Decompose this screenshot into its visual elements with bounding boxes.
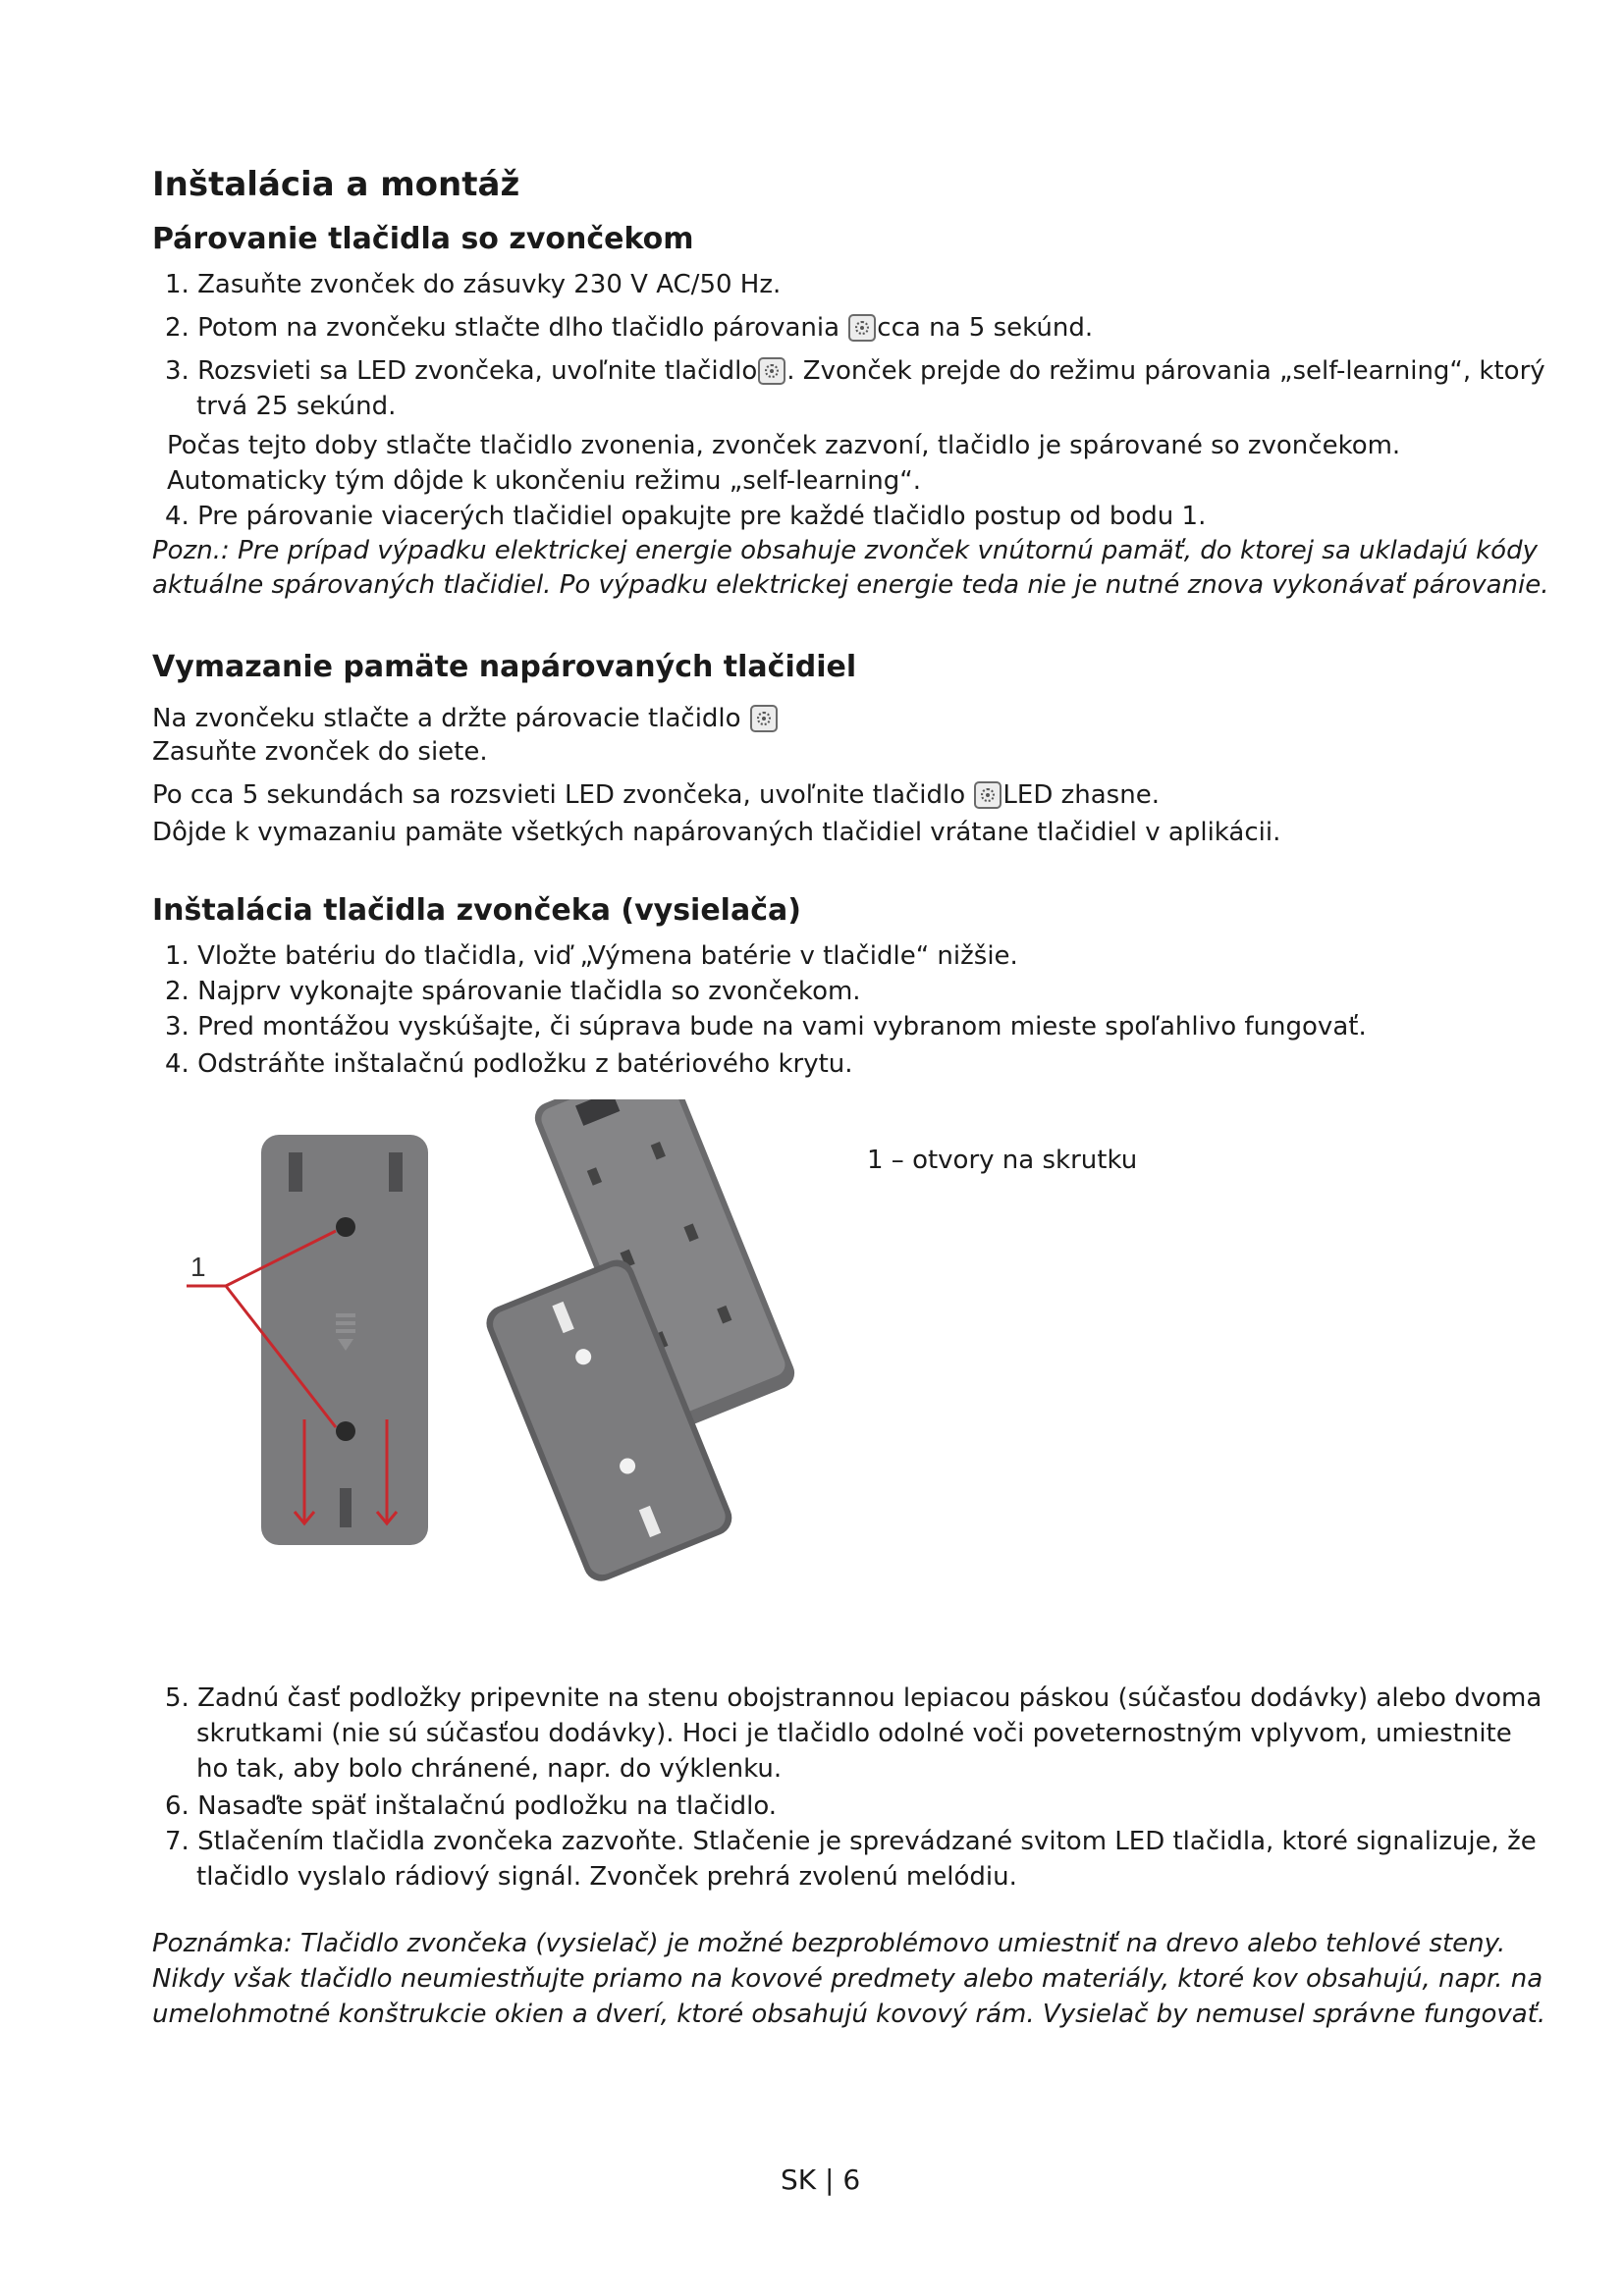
pairing-button-icon — [750, 705, 778, 732]
pairing-step-3 — [165, 353, 1545, 389]
install-note-line-1: Poznámka: Tlačidlo zvončeka (vysielač) je možné bezproblémovo umiestniť na drevo alebo tehlové steny. — [152, 1929, 1506, 1958]
install-note-line-3: umelohmotné konštrukcie okien a dverí, ktoré obsahujú kovový rám. Vysielač by nemusel správne fungovať. — [152, 2000, 1546, 2029]
erase-line-1-text: Na zvončeku stlačte a držte párovacie tlačidlo — [152, 704, 741, 733]
pairing-step-1: 1. Zasuňte zvonček do zásuvky 230 V AC/50 Hz. — [165, 270, 782, 299]
install-note-line-2: Nikdy však tlačidlo neumiestňujte priamo na kovové predmety alebo materiály, ktoré kov obsahujú, napr. na — [152, 1964, 1543, 1994]
install-step-2: 2. Najprv vykonajte spárovanie tlačidla so zvončekom. — [165, 977, 861, 1006]
pairing-button-icon — [758, 357, 785, 385]
pairing-note-line-2: aktuálne spárovaných tlačidiel. Po výpadku elektrickej energie teda nie je nutné znova vykonávať párovanie. — [152, 570, 1549, 600]
install-step-6: 6. Nasaďte späť inštalačnú podložku na tlačidlo. — [165, 1791, 778, 1821]
figure-caption: 1 – otvory na skrutku — [867, 1146, 1138, 1175]
pairing-button-icon — [848, 314, 876, 342]
pairing-paragraph-1: Počas tejto doby stlačte tlačidlo zvonenia, zvonček zazvoní, tlačidlo je spárované so zvončekom. — [167, 431, 1401, 460]
screw-hole-top — [336, 1217, 355, 1237]
pairing-step-3-cont: trvá 25 sekúnd. — [196, 392, 397, 421]
page-title: Inštalácia a montáž — [152, 165, 520, 204]
pairing-step-2-text-a: 2. Potom na zvončeku stlačte dlho tlačidlo párovania — [165, 313, 848, 343]
install-step-7-line-2: tlačidlo vyslalo rádiový signál. Zvonček prehrá zvolenú melódiu. — [196, 1862, 1017, 1892]
erase-line-1 — [152, 701, 779, 736]
install-step-7-line-1: 7. Stlačením tlačidla zvončeka zazvoňte. Stlačenie je sprevádzané svitom LED tlačidla, ktoré signalizuje, že — [165, 1827, 1537, 1856]
pairing-step-3-text-a: 3. Rozsvieti sa LED zvončeka, uvoľnite tlačidlo — [165, 356, 758, 386]
pairing-paragraph-2: Automaticky tým dôjde k ukončeniu režimu „self-learning“. — [167, 466, 921, 496]
erase-line-3 — [152, 777, 1160, 813]
erase-line-3-text-a: Po cca 5 sekundách sa rozsvieti LED zvončeka, uvoľnite tlačidlo — [152, 780, 966, 810]
install-step-5-line-2: skrutkami (nie sú súčasťou dodávky). Hoci je tlačidlo odolné voči poveternostným vplyvom, umiestnite — [196, 1719, 1512, 1748]
install-step-5-line-3: ho tak, aby bolo chránené, napr. do výklenku. — [196, 1754, 783, 1784]
page-number: SK | 6 — [781, 2163, 861, 2196]
erase-line-3-text-b: LED zhasne. — [1002, 780, 1160, 810]
install-step-1: 1. Vložte batériu do tlačidla, viď „Výmena batérie v tlačidle“ nižšie. — [165, 941, 1018, 971]
plate-slot-top-left — [289, 1152, 302, 1192]
pairing-button-icon — [974, 781, 1001, 809]
pairing-step-4: 4. Pre párovanie viacerých tlačidiel opakujte pre každé tlačidlo postup od bodu 1. — [165, 502, 1207, 531]
section-heading-pairing: Párovanie tlačidla so zvončekom — [152, 222, 694, 256]
pairing-step-2 — [165, 310, 1093, 346]
install-step-4: 4. Odstráňte inštalačnú podložku z batériového krytu. — [165, 1049, 853, 1079]
pairing-step-2-text-b: cca na 5 sekúnd. — [877, 313, 1094, 343]
install-step-5-line-1: 5. Zadnú časť podložky pripevnite na stenu obojstrannou lepiacou páskou (súčasťou dodávky) alebo dvoma — [165, 1683, 1543, 1713]
plate-slot-bottom — [340, 1488, 352, 1527]
figure-callout-number: 1 — [190, 1252, 206, 1282]
screw-hole-bottom — [336, 1421, 355, 1441]
pairing-note-line-1: Pozn.: Pre prípad výpadku elektrickej energie obsahuje zvonček vnútornú pamäť, do ktorej sa ukladajú kódy — [152, 536, 1538, 565]
mounting-plate-figure — [157, 1099, 805, 1649]
pairing-step-3-text-b: . Zvonček prejde do režimu párovania „self-learning“, ktorý — [786, 356, 1545, 386]
plate-slot-top-right — [389, 1152, 403, 1192]
section-heading-erase: Vymazanie pamäte napárovaných tlačidiel — [152, 650, 857, 684]
erase-line-2: Zasuňte zvonček do siete. — [152, 737, 488, 767]
erase-line-4: Dôjde k vymazaniu pamäte všetkých napárovaných tlačidiel vrátane tlačidiel v aplikácii. — [152, 818, 1281, 847]
install-step-3: 3. Pred montážou vyskúšajte, či súprava bude na vami vybranom mieste spoľahlivo fungovať. — [165, 1012, 1367, 1041]
section-heading-install: Inštalácia tlačidla zvončeka (vysielača) — [152, 893, 801, 928]
